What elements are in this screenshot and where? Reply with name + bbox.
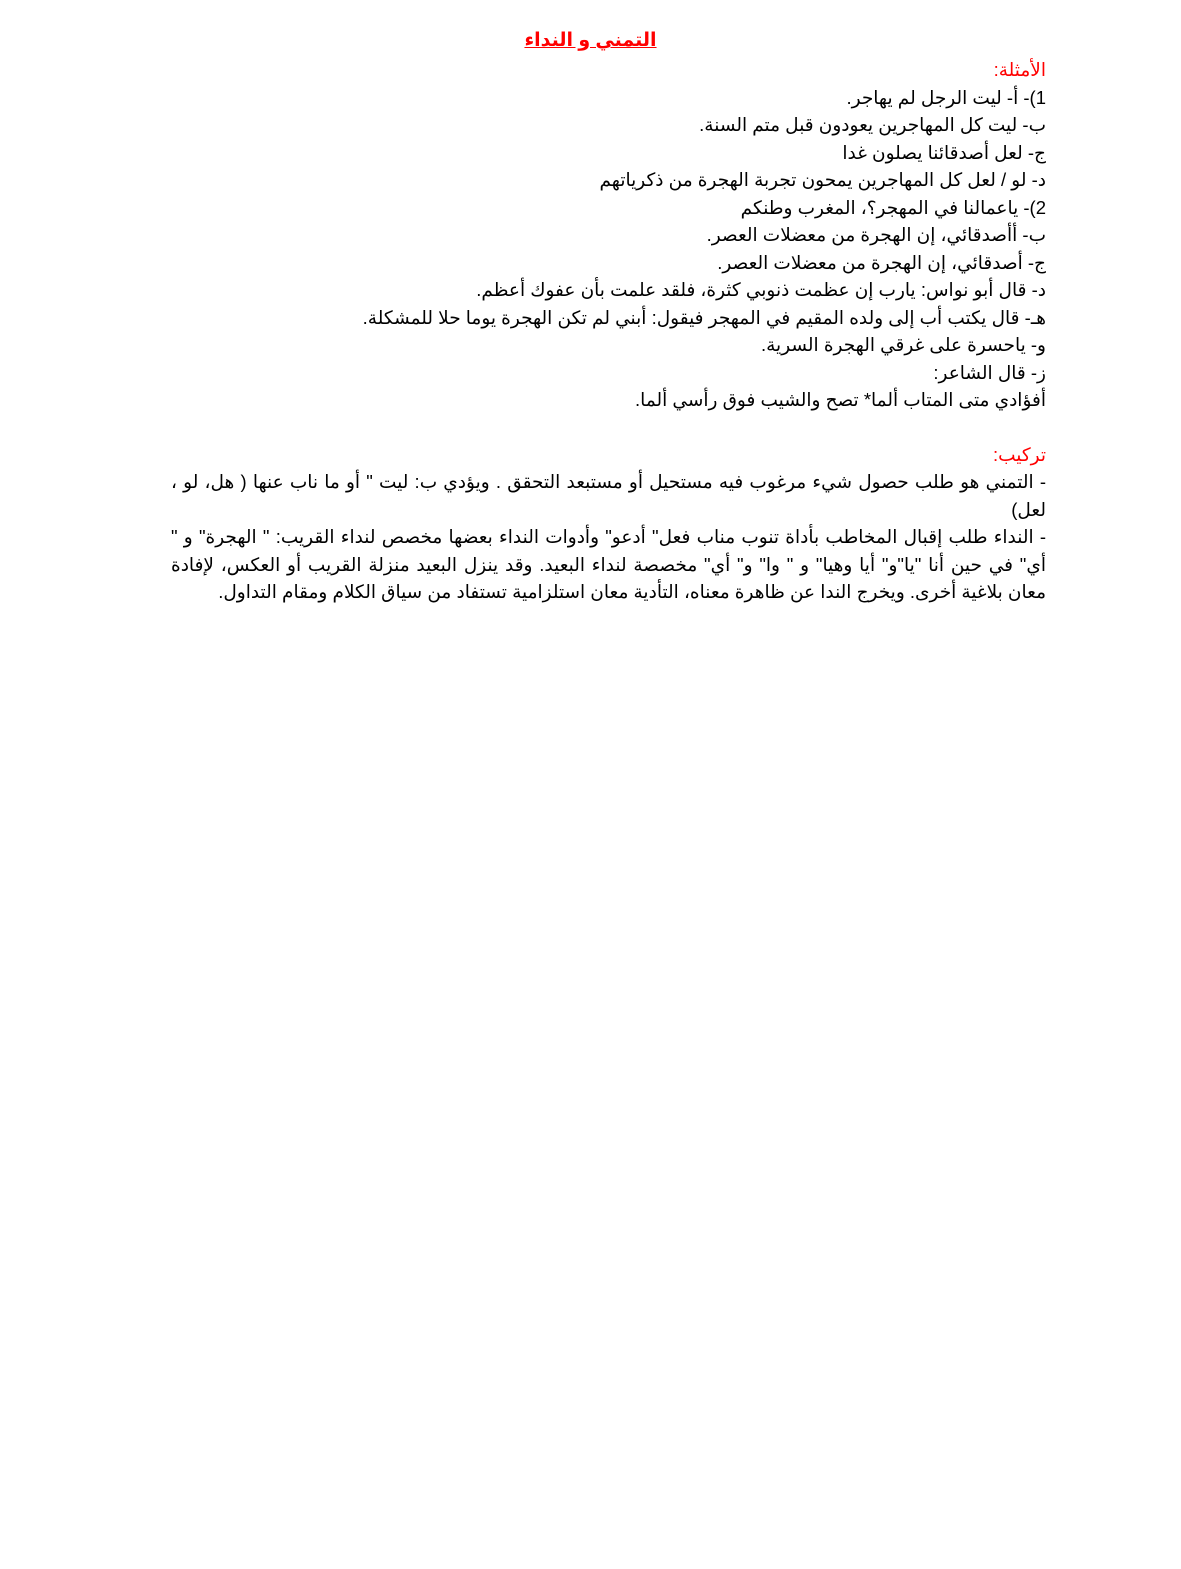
example-line: د- لو / لعل كل المهاجرين يمحون تجربة الهجرة من ذكرياتهم <box>599 169 1046 190</box>
synthesis-paragraph: - النداء طلب إقبال المخاطب بأداة تنوب مناب فعل" أدعو" وأدوات النداء بعضها مخصص لنداء القريب: " الهجرة" و " أي" في حين أنا "يا"و" أيا وهيا" و " وا" و" أي" مخصصة لنداء البعيد. وقد ينزل البعيد منزلة القريب أو العكس، لإفادة معان بلاغية أخرى. ويخرج الندا عن ظاهرة معناه، التأدية معان استلزامية تستفاد من سياق الكلام ومقام التداول. <box>171 526 1046 602</box>
section-spacer <box>171 414 1046 441</box>
synthesis-body <box>171 468 1046 606</box>
example-line: 2)- ياعمالنا في المهجر؟، المغرب وطنكم <box>740 196 1046 218</box>
poem-line: أفؤادي متى المتاب ألما* تصح والشيب فوق رأسي ألما. <box>635 389 1046 410</box>
page-title: التمني و النداء <box>524 30 657 51</box>
examples-list <box>171 84 1046 414</box>
example-line: ب- ليت كل المهاجرين يعودون قبل متم السنة. <box>699 114 1046 135</box>
document-body <box>171 56 1046 606</box>
example-line: ج- لعل أصدقائنا يصلون غدا <box>842 141 1046 163</box>
example-line: هـ- قال يكتب أب إلى ولده المقيم في المهجر فيقول: أبني لم تكن الهجرة يوما حلا للمشكلة. <box>362 306 1046 328</box>
example-line: ج- أصدقائي، إن الهجرة من معضلات العصر. <box>717 251 1046 273</box>
example-line: و- ياحسرة على غرقي الهجرة السرية. <box>761 334 1046 355</box>
synthesis-paragraph: - التمني هو طلب حصول شيء مرغوب فيه مستحيل أو مستبعد التحقق . ويؤدي ب: ليت " أو ما ناب عنها ( هل، لو ، لعل) <box>171 471 1046 520</box>
example-line: د- قال أبو نواس: يارب إن عظمت ذنوبي كثرة، فلقد علمت بأن عفوك أعظم. <box>476 279 1046 300</box>
example-line: 1)- أ- ليت الرجل لم يهاجر. <box>846 86 1046 108</box>
examples-heading: الأمثلة: <box>993 59 1046 80</box>
example-line: ب- أأصدقائي، إن الهجرة من معضلات العصر. <box>706 224 1046 245</box>
synthesis-heading: تركيب: <box>992 443 1046 465</box>
example-line: ز- قال الشاعر: <box>933 361 1046 383</box>
